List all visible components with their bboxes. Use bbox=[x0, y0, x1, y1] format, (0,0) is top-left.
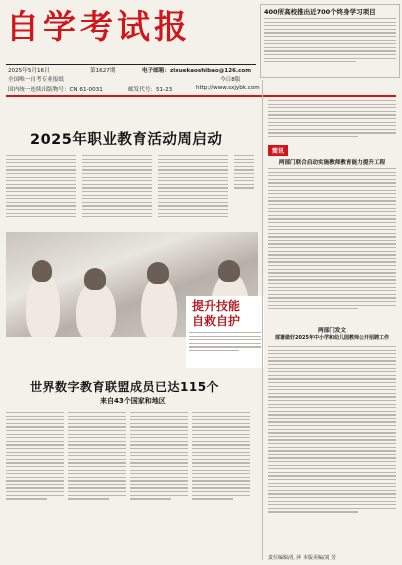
issue-cn: 国内统一连续出版物号：CN 61-0031 bbox=[8, 87, 103, 93]
sidebar-section-label: 简讯 bbox=[268, 145, 288, 156]
issue-pages: 今日8版 bbox=[220, 77, 241, 83]
second-article-col-1 bbox=[6, 412, 64, 502]
top-headline-box bbox=[260, 4, 400, 78]
issue-number: 第1627期 bbox=[90, 68, 116, 74]
main-article-col-3 bbox=[158, 155, 228, 220]
photo-caption-title-1: 提升技能 bbox=[192, 299, 241, 313]
second-subtitle: 来自43个国家和地区 bbox=[100, 397, 166, 405]
sidebar-item-1-text bbox=[268, 168, 396, 312]
issue-email: 电子邮箱：zixuekaoshibao@126.com bbox=[142, 68, 252, 74]
second-article-col-2 bbox=[68, 412, 126, 502]
issue-postcode: 邮发代号：51-23 bbox=[128, 87, 173, 93]
main-article-col-2 bbox=[82, 155, 152, 220]
sidebar-divider bbox=[262, 80, 263, 560]
main-article-col-4 bbox=[234, 155, 254, 191]
issue-sponsor: 全国唯一自考专业报纸 bbox=[8, 77, 64, 83]
second-title: 世界数字教育联盟成员已达115个 bbox=[30, 380, 220, 394]
sidebar-item-2-title-1: 两部门发文 bbox=[318, 328, 346, 334]
page-footer-credits: 责任编辑/孔 萍 本版美编/刘 芳 bbox=[268, 555, 337, 561]
sidebar-intro-text bbox=[268, 100, 396, 140]
top-box-text bbox=[264, 18, 396, 65]
header-divider bbox=[6, 64, 256, 65]
photo-caption-box bbox=[186, 296, 264, 368]
main-article-col-1 bbox=[6, 155, 76, 220]
red-divider bbox=[6, 95, 396, 97]
second-article-col-4 bbox=[192, 412, 250, 502]
top-headline: 400所高校推出近700个终身学习项目 bbox=[264, 8, 376, 16]
main-title: 2025年职业教育活动周启动 bbox=[30, 132, 223, 148]
photo-caption-title-2: 自救自护 bbox=[192, 314, 241, 328]
sidebar-item-2-title-2: 部署做好2025年中小学和幼儿园教师公开招聘工作 bbox=[275, 335, 389, 341]
sidebar-item-2-text bbox=[268, 346, 396, 515]
issue-site: http://www.sxjybk.com bbox=[196, 85, 260, 91]
masthead-title: 自学考试报 bbox=[6, 7, 191, 46]
second-article-col-3 bbox=[130, 412, 188, 502]
sidebar-item-1-title: 两部门联合启动实施教师教育能力提升工程 bbox=[278, 160, 386, 166]
issue-date: 2025年5月16日 bbox=[8, 68, 50, 74]
